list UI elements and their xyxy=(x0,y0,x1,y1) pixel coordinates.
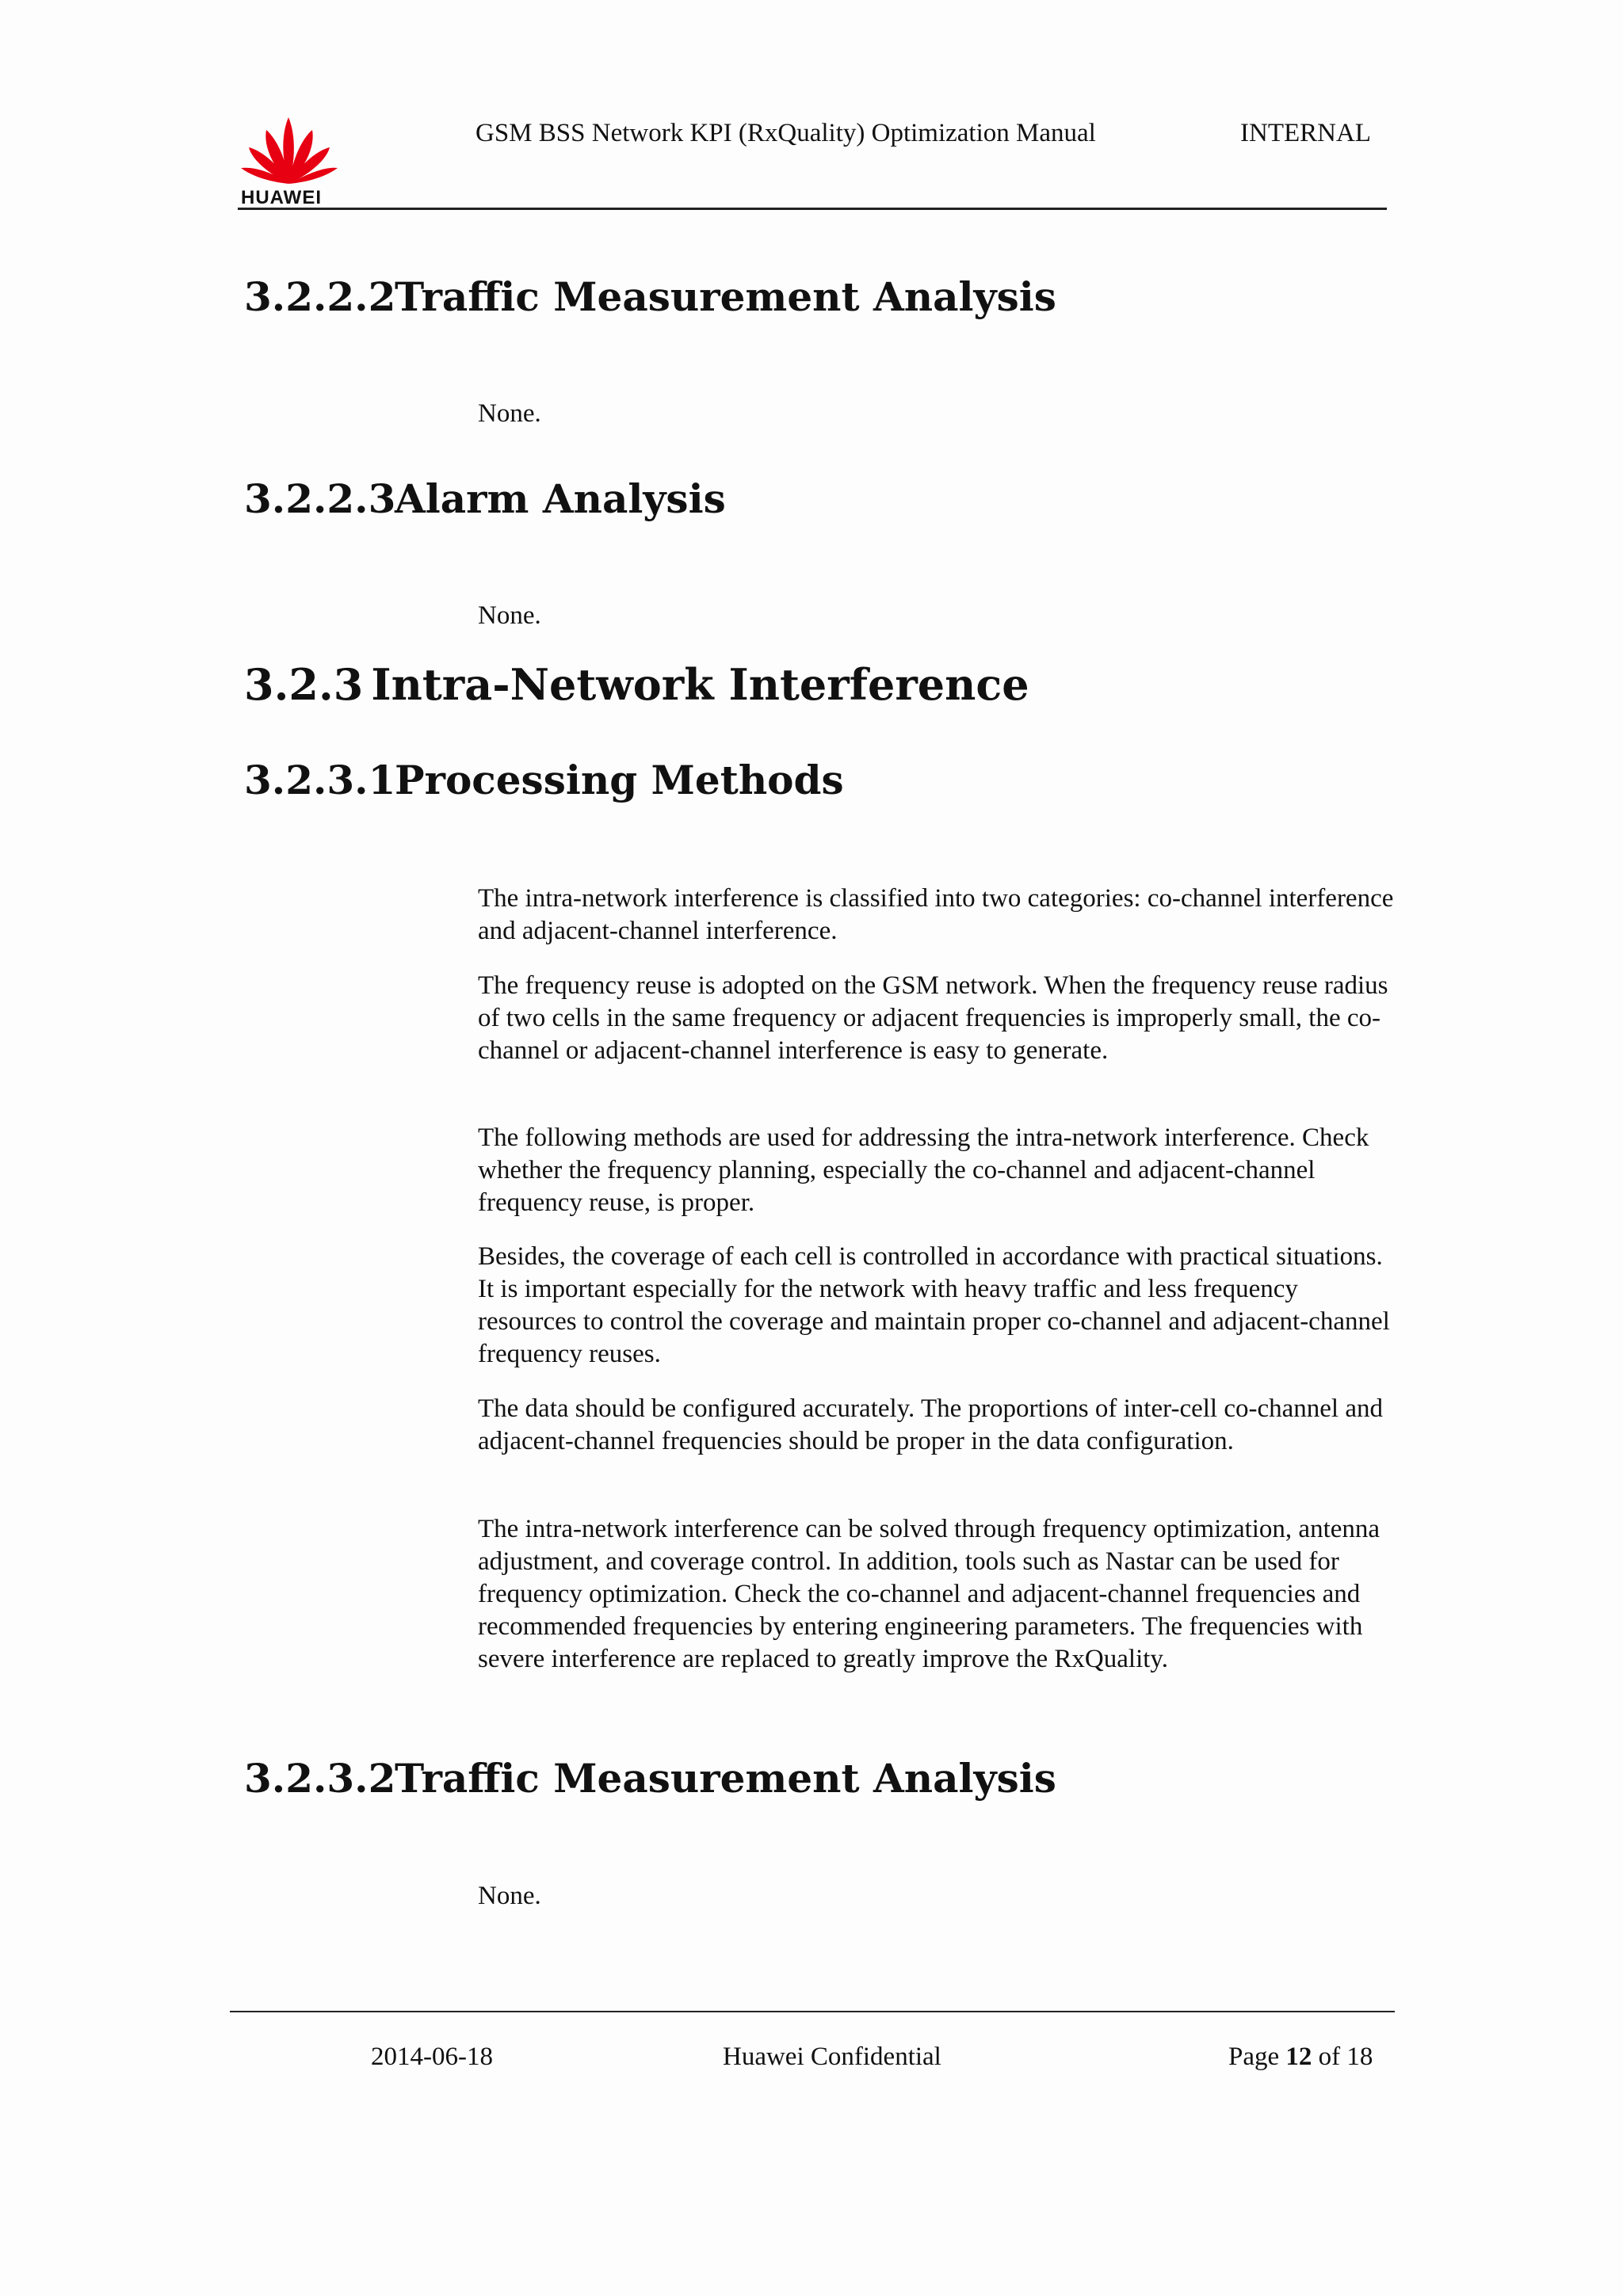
document-title: GSM BSS Network KPI (RxQuality) Optimization Manual xyxy=(475,119,1096,147)
heading-number: 3.2.3.2 xyxy=(244,1755,396,1802)
page-total: 18 xyxy=(1346,2042,1373,2071)
page-number xyxy=(1228,2042,1373,2072)
page-of: of xyxy=(1318,2042,1341,2071)
paragraph: The following methods are used for addressing the intra-network interference. Check whether the frequency planning, especially the co-channel and adjacent-channel frequency reuse, is proper. xyxy=(478,1123,1369,1217)
heading-title: Intra-Network Interference xyxy=(371,659,1029,710)
page-current: 12 xyxy=(1285,2042,1312,2071)
paragraph: Besides, the coverage of each cell is controlled in accordance with practical situations. It is important especially for the network with heavy traffic and less frequency resources to control the coverage and maintain proper co-channel and adjacent-channel frequency reuses. xyxy=(478,1242,1390,1368)
heading-title: Alarm Analysis xyxy=(395,475,726,522)
header-divider xyxy=(238,208,1387,210)
page-prefix: Page xyxy=(1228,2042,1280,2071)
section-body: None. xyxy=(478,601,541,630)
logo-wordmark: HUAWEI xyxy=(241,187,322,208)
heading-3-2-3-1 xyxy=(244,757,844,803)
paragraph: The data should be configured accurately. The proportions of inter-cell co-channel and adjacent-channel frequencies should be proper in the data configuration. xyxy=(478,1394,1383,1455)
heading-number: 3.2.2.2 xyxy=(244,273,396,320)
heading-title: Processing Methods xyxy=(395,757,844,803)
paragraph: The intra-network interference can be solved through frequency optimization, antenna adjustment, and coverage control. In addition, tools such as Nastar can be used for frequency optimization. Check the co-channel and adjacent-channel frequencies and recommended frequencies by entering engineering parameters. The frequencies with severe interference are replaced to greatly improve the RxQuality. xyxy=(478,1515,1381,1673)
footer-confidential: Huawei Confidential xyxy=(723,2042,941,2071)
heading-number: 3.2.3.1 xyxy=(244,757,396,803)
huawei-petals-icon xyxy=(238,113,341,185)
footer-date: 2014-06-18 xyxy=(371,2042,493,2071)
footer-divider xyxy=(230,2011,1395,2012)
heading-3-2-3-2 xyxy=(244,1755,1056,1802)
heading-title: Traffic Measurement Analysis xyxy=(395,273,1056,320)
heading-number: 3.2.3 xyxy=(244,659,364,710)
heading-number: 3.2.2.3 xyxy=(244,475,396,522)
paragraph: The frequency reuse is adopted on the GSM network. When the frequency reuse radius of two cells in the same frequency or adjacent frequencies is improperly small, the co-channel or adjacent-channel interference is easy to generate. xyxy=(478,971,1388,1065)
heading-3-2-2-2 xyxy=(244,273,1056,320)
heading-3-2-2-3 xyxy=(244,475,726,522)
heading-title: Traffic Measurement Analysis xyxy=(395,1755,1056,1802)
huawei-logo xyxy=(238,113,341,209)
paragraph: The intra-network interference is classified into two categories: co-channel interference and adjacent-channel interference. xyxy=(478,884,1394,945)
section-body: None. xyxy=(478,1882,541,1910)
section-body: None. xyxy=(478,399,541,428)
heading-3-2-3 xyxy=(244,659,1029,710)
classification-label: INTERNAL xyxy=(1240,119,1371,147)
